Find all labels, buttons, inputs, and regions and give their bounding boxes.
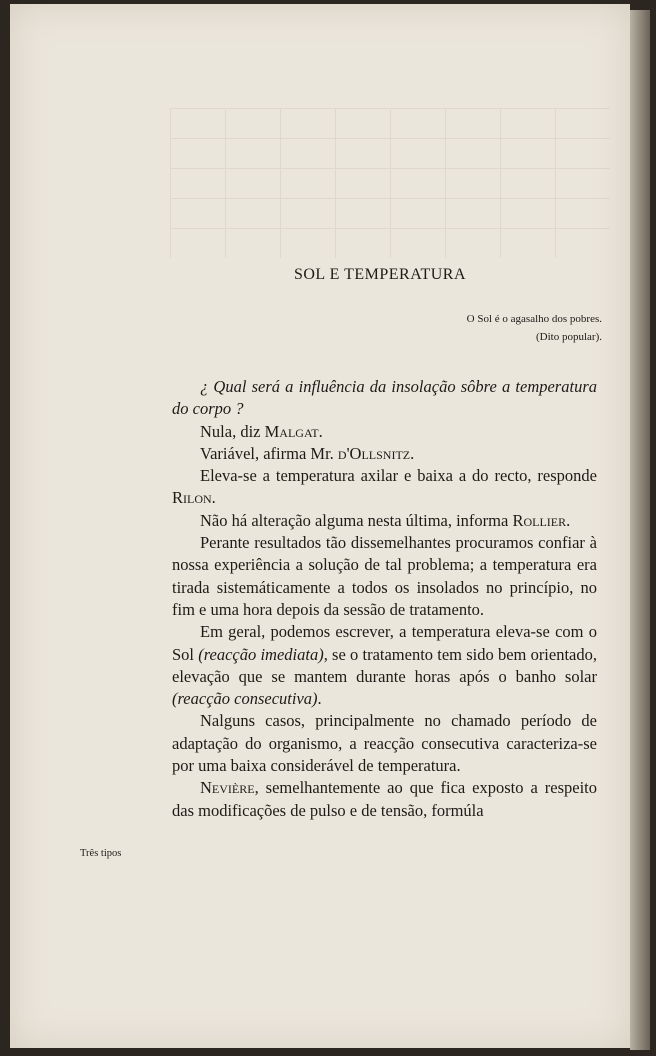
epigraph-source: (Dito popular). bbox=[536, 331, 602, 343]
text-run: . bbox=[566, 510, 571, 530]
paragraph: Nalguns casos, principalmente no chamado período de adaptação do organismo, a reacção consecutiva caracteriza-se por uma baixa considerável de temperatura. bbox=[172, 711, 597, 776]
author-name: Rilon bbox=[172, 488, 212, 508]
paragraph bbox=[172, 465, 597, 510]
text-run: , semelhantemente ao que fica exposto a respeito das modificações de pulso e de tensão, formúla bbox=[172, 778, 597, 820]
author-name: Rollier bbox=[512, 510, 567, 530]
paragraph-question bbox=[172, 376, 597, 421]
show-through-grid bbox=[170, 108, 610, 258]
paragraph bbox=[172, 443, 597, 465]
paragraph: Perante resultados tão dissemelhantes procuramos confiar à nossa experiência a solução de tal problema; a temperatura era tirada sistemáticamente a todos os insolados no princípio, no fim e uma hora depois da sessão de tratamento. bbox=[172, 533, 597, 619]
margin-note: Três tipos bbox=[80, 848, 122, 859]
text-run: . bbox=[318, 421, 323, 441]
text-run: Nula, diz bbox=[200, 421, 265, 441]
text-run: . bbox=[317, 689, 322, 709]
page-edge bbox=[630, 10, 650, 1050]
author-name: Nevière bbox=[200, 778, 255, 798]
paragraph bbox=[172, 777, 597, 822]
epigraph-quote: O Sol é o agasalho dos pobres. bbox=[466, 313, 602, 325]
body-text bbox=[172, 376, 597, 822]
paragraph bbox=[172, 621, 597, 710]
author-name: Malgat bbox=[264, 421, 319, 441]
chapter-title: SOL E TEMPERATURA bbox=[293, 266, 467, 283]
text-run: . bbox=[410, 443, 415, 463]
italic-term: (reacção imediata) bbox=[198, 644, 324, 664]
question-text: ¿ Qual será a influência da insolação sôbre a temperatura do corpo ? bbox=[172, 377, 597, 419]
italic-term: (reacção consecutiva) bbox=[172, 689, 318, 709]
text-run: Eleva-se a temperatura axilar e baixa a do recto, responde bbox=[200, 466, 597, 486]
text-run: . bbox=[211, 488, 216, 508]
epigraph bbox=[467, 310, 602, 346]
text-run: , se o tratamento tem sido bem orientado, elevação que se mantem durante horas após o banho solar bbox=[172, 644, 597, 686]
paragraph bbox=[172, 421, 597, 443]
paragraph bbox=[172, 510, 597, 532]
text-run: Não há alteração alguma nesta última, informa bbox=[200, 510, 513, 530]
text-run: Em geral, podemos escrever, a temperatura eleva-se com o Sol bbox=[172, 622, 597, 664]
text-run: Variável, afirma Mr. bbox=[200, 443, 338, 463]
author-name: d'Ollsnitz bbox=[337, 443, 411, 463]
